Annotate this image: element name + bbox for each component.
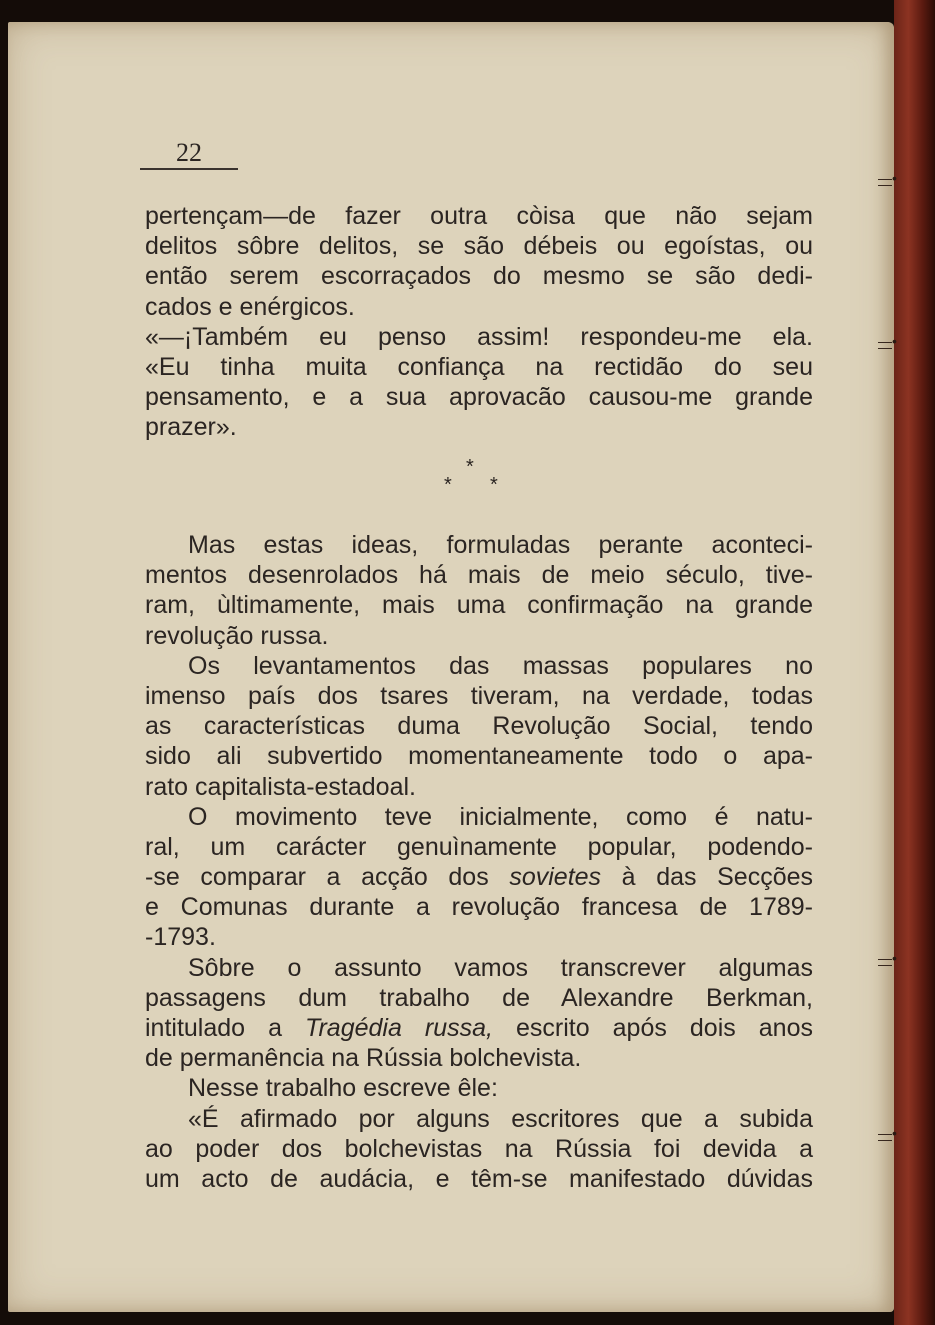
text-line: ao poder dos bolchevistas na Rússia foi devida a <box>145 1134 813 1163</box>
binding-stitch: —•— <box>878 170 897 192</box>
text-line: pensamento, e a sua aprovacão causou-me grande <box>145 383 813 412</box>
separator-star: * <box>490 474 498 496</box>
text-line: ral, um carácter genuìnamente popular, podendo- <box>145 832 813 861</box>
text-block-top <box>145 201 813 443</box>
binding-stitch: —•— <box>878 333 897 355</box>
text-line: imenso país dos tsares tiveram, na verdade, todas <box>145 681 813 710</box>
text-line: Sôbre o assunto vamos transcrever algumas <box>188 953 813 982</box>
text-line: «É afirmado por alguns escritores que a subida <box>188 1104 813 1133</box>
text-line: e Comunas durante a revolução francesa de 1789- <box>145 893 813 922</box>
text-line: Nesse trabalho escreve êle: <box>188 1074 498 1103</box>
text-line: Mas estas ideas, formuladas perante aconteci- <box>188 531 813 559</box>
binding-stitch: —•— <box>878 950 897 972</box>
text-line: ram, ùltimamente, mais uma confirmação na grande <box>145 591 813 620</box>
text-line: rato capitalista-estadoal. <box>145 772 416 801</box>
text-line: delitos sôbre delitos, se são débeis ou egoístas, ou <box>145 232 813 261</box>
book-spine <box>894 0 935 1325</box>
text-line: pertençam—de fazer outra còisa que não sejam <box>145 202 813 230</box>
page-number: 22 <box>176 138 202 167</box>
text-line: -1793. <box>145 923 216 952</box>
separator-star: * <box>466 456 474 478</box>
text-line: Os levantamentos das massas populares no <box>188 651 813 680</box>
separator-star: * <box>444 474 452 496</box>
text-block-main <box>145 530 813 1194</box>
binding-stitch: —•— <box>878 1125 897 1147</box>
text-line: O movimento teve inicialmente, como é natu- <box>188 802 813 831</box>
italic-term: Tragédia russa, <box>305 1014 493 1042</box>
section-separator <box>420 456 516 496</box>
page-number-rule <box>140 168 238 170</box>
text-line: intitulado a Tragédia russa, escrito após dois anos <box>145 1014 813 1042</box>
text-line: revolução russa. <box>145 621 329 650</box>
text-line: cados e enérgicos. <box>145 292 355 321</box>
text-line: «—¡Também eu penso assim! respondeu-me ela. <box>145 322 813 351</box>
italic-term: sovietes <box>509 863 602 892</box>
text-line: mentos desenrolados há mais de meio século, tive- <box>145 561 813 590</box>
text-line: um acto de audácia, e têm-se manifestado dúvidas <box>145 1164 813 1193</box>
text-line: -se comparar a acção dos sovietes à das Secções <box>145 863 813 892</box>
text-line: as características duma Revolução Social, tendo <box>145 712 813 741</box>
text-line: «Eu tinha muita confiança na rectidão do seu <box>145 352 813 381</box>
text-line: então serem escorraçados do mesmo se são dedi- <box>145 262 813 291</box>
text-line: passagens dum trabalho de Alexandre Berkman, <box>145 983 813 1012</box>
text-line: de permanência na Rússia bolchevista. <box>145 1044 582 1073</box>
text-line: prazer». <box>145 413 237 442</box>
text-line: sido ali subvertido momentaneamente todo o apa- <box>145 742 813 771</box>
